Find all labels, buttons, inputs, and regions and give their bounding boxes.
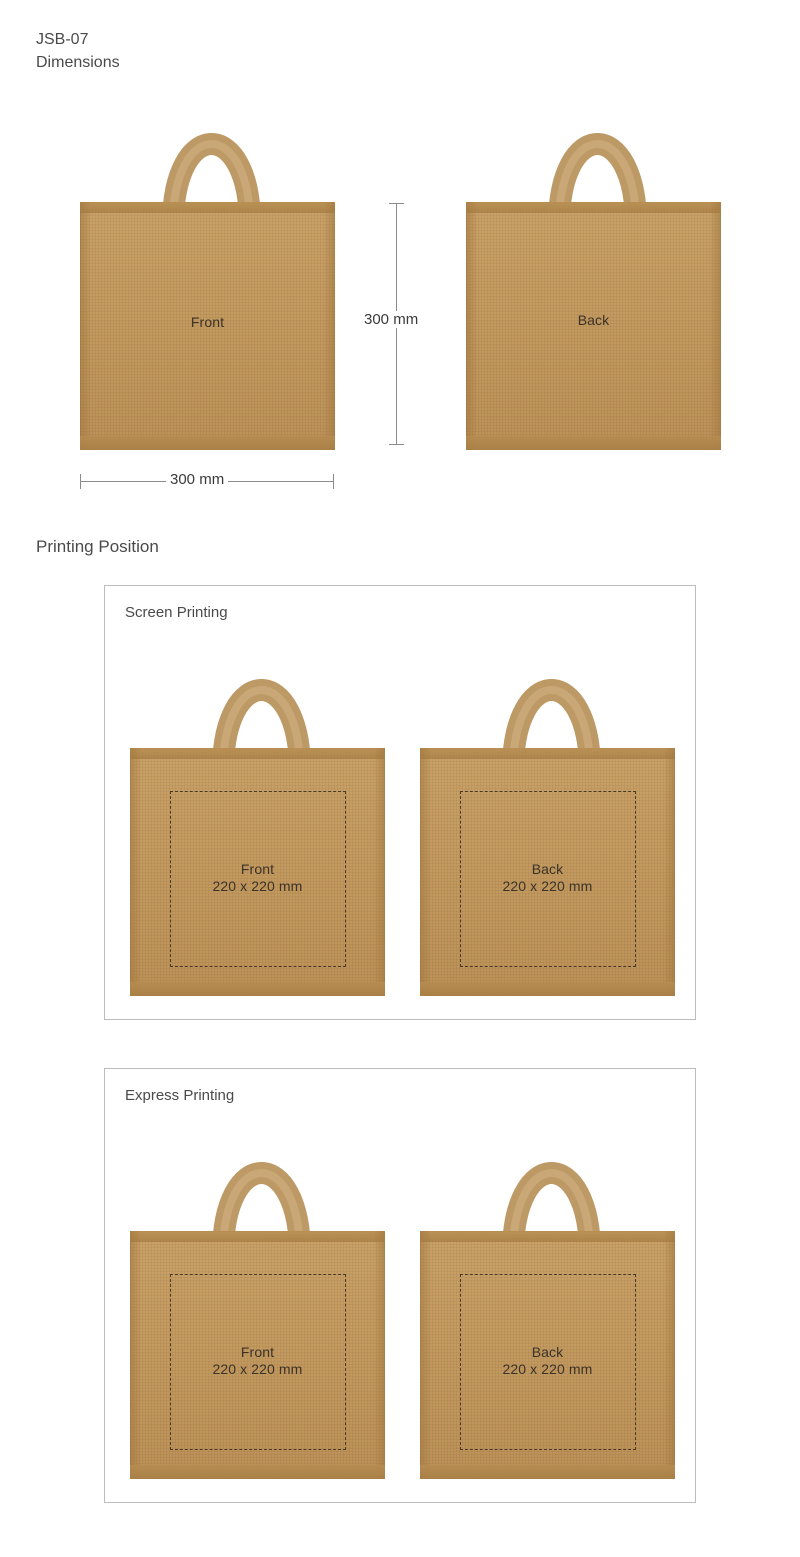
print-area-back-size: 220 x 220 mm: [502, 878, 593, 894]
print-area-front-side: Front: [240, 861, 275, 877]
bag-back-express-printing: [420, 1124, 675, 1479]
bag-front-label: Front: [190, 314, 225, 330]
bag-body: [130, 748, 385, 996]
print-area-back-size: 220 x 220 mm: [502, 1361, 593, 1377]
bag-body: [420, 1231, 675, 1479]
print-area-back-label: [420, 1344, 675, 1378]
printing-position-heading: Printing Position: [36, 537, 159, 556]
panel-screen-printing: [104, 585, 696, 1020]
panel-title: Screen Printing: [125, 604, 228, 621]
print-area-back-side: Back: [531, 861, 564, 877]
bag-body: [420, 748, 675, 996]
print-area-front-label: [130, 1344, 385, 1378]
dimension-cap-top: [389, 203, 404, 204]
print-area-front-size: 220 x 220 mm: [212, 1361, 303, 1377]
print-area-front-label: [130, 861, 385, 895]
bag-back-label: Back: [577, 312, 610, 328]
bag-body: [80, 202, 335, 450]
print-area-front-side: Front: [240, 1344, 275, 1360]
dimension-cap-right: [333, 474, 334, 489]
height-dimension-label: 300 mm: [360, 311, 422, 328]
print-area-front-size: 220 x 220 mm: [212, 878, 303, 894]
width-dimension-label: 300 mm: [166, 471, 228, 488]
panel-express-printing: [104, 1068, 696, 1503]
panel-title: Express Printing: [125, 1087, 235, 1104]
bag-front-express-printing: [130, 1124, 385, 1479]
document-subtitle: Dimensions: [36, 54, 120, 71]
bag-back-screen-printing: [420, 641, 675, 996]
bag-body: [466, 202, 721, 450]
print-area-back-side: Back: [531, 1344, 564, 1360]
document-header: [36, 28, 120, 74]
product-code: JSB-07: [36, 31, 89, 48]
dimension-cap-bottom: [389, 444, 404, 445]
bag-back-dimensions: [466, 95, 721, 450]
bag-body: [130, 1231, 385, 1479]
print-area-back-label: [420, 861, 675, 895]
dimension-cap-left: [80, 474, 81, 489]
bag-front-dimensions: [80, 95, 335, 450]
bag-front-screen-printing: [130, 641, 385, 996]
